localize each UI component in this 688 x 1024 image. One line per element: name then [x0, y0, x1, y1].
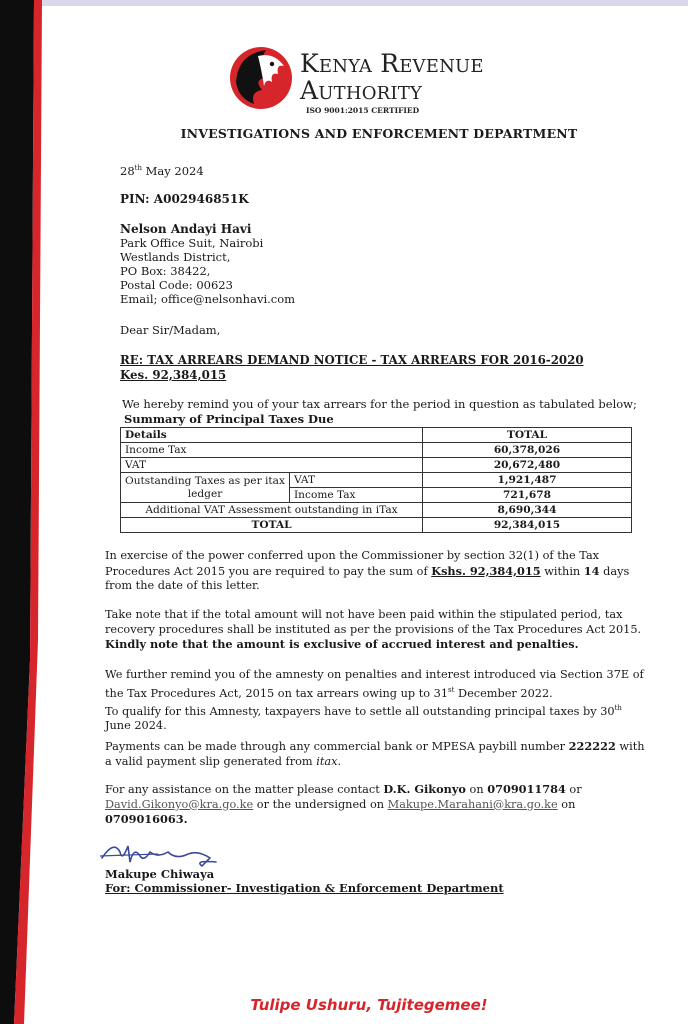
- para3-text-b: December 2022.: [454, 686, 553, 700]
- total-value: 92,384,015: [423, 518, 632, 533]
- payment-methods-paragraph: [105, 739, 645, 769]
- para5-text-b: on: [465, 783, 488, 796]
- tax-summary-table: [120, 427, 632, 533]
- vat-label: VAT: [121, 458, 423, 473]
- date-day: 28: [120, 163, 135, 178]
- para2-text: Take note that if the total amount will not have been paid within the stipulated period, tax recovery procedures shall be instituted as per the provisions of the Tax Procedures Act 2015.: [105, 608, 642, 636]
- intro-text: We hereby remind you of your tax arrears for the period in question as tabulated below;: [122, 397, 637, 411]
- handwritten-signature-icon: [98, 832, 228, 872]
- table-header-row: [121, 428, 632, 443]
- para3-text-a: We further remind you of the amnesty on penalties and interest introduced via Section 37E of the Tax Procedures Act, 2015 on tax arrears owing up to 31: [105, 668, 644, 700]
- itax-label: itax: [316, 754, 338, 768]
- demand-amount: Kshs. 92,384,015: [431, 563, 541, 578]
- recipient-address-2: Westlands District,: [120, 250, 231, 264]
- subject-line-1: RE: TAX ARREARS DEMAND NOTICE - TAX ARREARS FOR 2016-2020: [120, 353, 584, 367]
- subject-line-2: Kes. 92,384,015: [120, 368, 227, 382]
- para5-text-e: on: [557, 797, 576, 811]
- table-total-row: [121, 518, 632, 533]
- footer-motto: Tulipe Ushuru, Tujitegemee!: [250, 996, 488, 1014]
- recipient-email: Email; office@nelsonhavi.com: [120, 292, 296, 306]
- recipient-address-1: Park Office Suit, Nairobi: [120, 236, 264, 250]
- para4-text-b: with a valid payment slip generated from: [105, 740, 645, 768]
- date-rest: May 2024: [141, 163, 204, 178]
- recipient-name: Nelson Andayi Havi: [120, 222, 252, 236]
- page-edge: [0, 0, 688, 6]
- amnesty-paragraph: [105, 668, 645, 734]
- header-details: Details: [121, 428, 423, 443]
- outstanding-vat-value: 1,921,487: [423, 473, 632, 488]
- table-title: Summary of Principal Taxes Due: [124, 412, 334, 426]
- recipient-address-4: Postal Code: 00623: [120, 278, 233, 292]
- salutation: Dear Sir/Madam,: [120, 323, 221, 337]
- recipient-address-3: PO Box: 38422,: [120, 264, 211, 278]
- outstanding-label: Outstanding Taxes as per itax ledger: [121, 473, 290, 503]
- para4-text-a: Payments can be made through any commercial bank or MPESA paybill number: [105, 740, 569, 753]
- contact-paragraph: [105, 782, 645, 828]
- department-heading: INVESTIGATIONS AND ENFORCEMENT DEPARTMENT: [180, 126, 578, 141]
- total-label: TOTAL: [121, 518, 423, 533]
- signatory-title: For: Commissioner- Investigation & Enforcement Department: [105, 881, 504, 895]
- org-line-1: Kenya Revenue: [300, 49, 484, 78]
- para3-sup: st: [448, 685, 455, 694]
- para1-text-b: within: [540, 564, 584, 578]
- undersigned-phone: 0709016063.: [105, 812, 188, 827]
- demand-days: 14: [583, 563, 600, 578]
- recovery-notice-paragraph: [105, 608, 645, 652]
- brand-stripe: [0, 0, 60, 1024]
- para3-text-d: June 2024.: [105, 719, 167, 733]
- income-tax-label: Income Tax: [121, 443, 423, 458]
- signatory-name: Makupe Chiwaya: [105, 867, 215, 881]
- payment-demand-paragraph: [105, 549, 645, 594]
- para5-text-c: or: [565, 783, 582, 796]
- income-tax-value: 60,378,026: [423, 443, 632, 458]
- date-suffix: th: [134, 164, 142, 172]
- table-row: [121, 503, 632, 518]
- para5-text-a: For any assistance on the matter please contact: [105, 783, 384, 796]
- table-row: [121, 458, 632, 473]
- kra-lion-logo-icon: [228, 42, 294, 112]
- para1-text-a: In exercise of the power conferred upon the Commissioner by section 32(1) of the Tax Procedures Act 2015 you are required to pay the sum of: [105, 549, 600, 578]
- iso-certification: ISO 9001:2015 CERTIFIED: [306, 106, 420, 115]
- outstanding-income-value: 721,678: [423, 488, 632, 503]
- table-row: [121, 443, 632, 458]
- para3-text-c: To qualify for this Amnesty, taxpayers have to settle all outstanding principal taxes by 30: [105, 704, 615, 718]
- table-row: [121, 473, 632, 488]
- organization-name: [300, 50, 484, 104]
- para1-text-c: days from the date of this letter.: [105, 564, 630, 593]
- contact-name: D.K. Gikonyo: [383, 782, 466, 796]
- paybill-number: 222222: [568, 739, 616, 753]
- para5-text-d: or the undersigned on: [253, 797, 388, 811]
- outstanding-income-label: Income Tax: [290, 488, 423, 503]
- pin-number: PIN: A002946851K: [120, 192, 249, 206]
- header-total: TOTAL: [423, 428, 632, 443]
- outstanding-vat-label: VAT: [290, 473, 423, 488]
- vat-value: 20,672,480: [423, 458, 632, 473]
- org-line-2: Authority: [300, 76, 423, 105]
- undersigned-email-link[interactable]: Makupe.Marahani@kra.go.ke: [387, 797, 558, 811]
- para4-text-c: .: [337, 754, 342, 768]
- para3-sup2: th: [614, 703, 622, 712]
- contact-email-link[interactable]: David.Gikonyo@kra.go.ke: [105, 797, 254, 811]
- exclusive-note: Kindly note that the amount is exclusive of accrued interest and penalties.: [105, 637, 579, 652]
- contact-phone: 0709011784: [487, 782, 566, 796]
- additional-vat-label: Additional VAT Assessment outstanding in iTax: [121, 503, 423, 518]
- letter-date: [120, 161, 204, 178]
- additional-vat-value: 8,690,344: [423, 503, 632, 518]
